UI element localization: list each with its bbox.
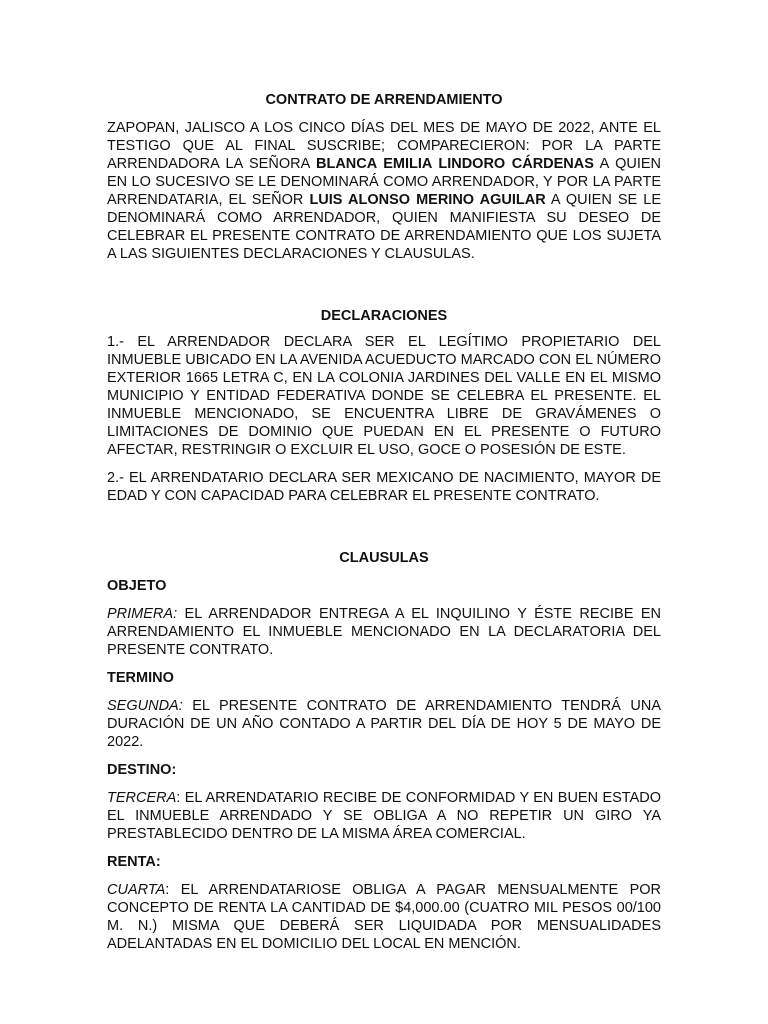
- clause-heading-objeto: OBJETO: [107, 578, 167, 594]
- clause-cuarta: [107, 881, 661, 953]
- clause-heading-destino: DESTINO:: [107, 762, 177, 778]
- clause-label-cuarta: CUARTA: [107, 882, 166, 898]
- clause-label-primera: PRIMERA:: [107, 606, 178, 622]
- clause-label-tercera: TERCERA: [107, 790, 177, 806]
- clause-primera: [107, 605, 661, 659]
- clausulas-heading: CLAUSULAS: [339, 550, 429, 566]
- lessor-name: BLANCA EMILIA LINDORO CÁRDENAS: [316, 156, 594, 172]
- clause-heading-renta: RENTA:: [107, 854, 161, 870]
- clause-text-cuarta: : EL ARRENDATARIOSE OBLIGA A PAGAR MENSUALMENTE POR CONCEPTO DE RENTA LA CANTIDAD DE $4,000.00 (CUATRO MIL PESOS 00/100 M. N.) MISMA QUE DEBERÁ SER LIQUIDADA POR MENSUALIDADES ADELANTADAS EN EL DOMICILIO DEL LOCAL EN MENCIÓN.: [107, 882, 661, 952]
- declaraciones-heading: DECLARACIONES: [320, 308, 448, 324]
- clause-text-tercera: : EL ARRENDATARIO RECIBE DE CONFORMIDAD Y EN BUEN ESTADO EL INMUEBLE ARRENDADO Y SE OBLIGA A NO REPETIR UN GIRO YA PRESTABLECIDO DENTRO DE LA MISMA ÁREA COMERCIAL.: [107, 790, 661, 842]
- clause-heading-termino: TERMINO: [107, 670, 174, 686]
- clause-label-segunda: SEGUNDA:: [107, 698, 183, 714]
- intro-paragraph: [107, 119, 661, 263]
- clause-segunda: [107, 697, 661, 751]
- clause-text-segunda: EL PRESENTE CONTRATO DE ARRENDAMIENTO TENDRÁ UNA DURACIÓN DE UN AÑO CONTADO A PARTIR DEL DÍA DE HOY 5 DE MAYO DE 2022.: [107, 698, 661, 750]
- intro-text-part1: ZAPOPAN, JALISCO A LOS CINCO DÍAS DEL MES DE MAYO DE 2022, ANTE EL TESTIGO QUE AL FINAL SUSCRIBE; COMPARECIERON: POR LA PARTE ARRENDADORA LA SEÑORA: [107, 120, 661, 172]
- intro-text-part3: A QUIEN SE LE DENOMINARÁ COMO ARRENDADOR, QUIEN MANIFIESTA SU DESEO DE CELEBRAR EL PRESENTE CONTRATO DE ARRENDAMIENTO QUE LOS SUJETA A LAS SIGUIENTES DECLARACIONES Y CLAUSULAS.: [107, 192, 662, 262]
- declaracion-1: 1.- EL ARRENDADOR DECLARA SER EL LEGÍTIMO PROPIETARIO DEL INMUEBLE UBICADO EN LA AVENIDA ACUEDUCTO MARCADO CON EL NÚMERO EXTERIOR 1665 LETRA C, EN LA COLONIA JARDINES DEL VALLE EN EL MISMO MUNICIPIO Y ENTIDAD FEDERATIVA DONDE SE CELEBRA EL PRESENTE. EL INMUEBLE MENCIONADO, SE ENCUENTRA LIBRE DE GRAVÁMENES O LIMITACIONES DE DOMINIO QUE PUEDAN EN EL PRESENTE O FUTURO AFECTAR, RESTRINGIR O EXCLUIR EL USO, GOCE O POSESIÓN DE ESTE.: [107, 334, 661, 458]
- declaracion-2: 2.- EL ARRENDATARIO DECLARA SER MEXICANO DE NACIMIENTO, MAYOR DE EDAD Y CON CAPACIDAD PARA CELEBRAR EL PRESENTE CONTRATO.: [107, 470, 661, 504]
- clause-tercera: [107, 789, 661, 843]
- clause-text-primera: EL ARRENDADOR ENTREGA A EL INQUILINO Y ÉSTE RECIBE EN ARRENDAMIENTO EL INMUEBLE MENCIONADO EN LA DECLARATORIA DEL PRESENTE CONTRATO.: [107, 606, 661, 658]
- lessee-name: LUIS ALONSO MERINO AGUILAR: [309, 192, 546, 208]
- intro-text-part2: A QUIEN EN LO SUCESIVO SE LE DENOMINARÁ COMO ARRENDADOR, Y POR LA PARTE ARRENDATARIA, EL SEÑOR: [107, 156, 662, 208]
- document-title: CONTRATO DE ARRENDAMIENTO: [265, 92, 503, 108]
